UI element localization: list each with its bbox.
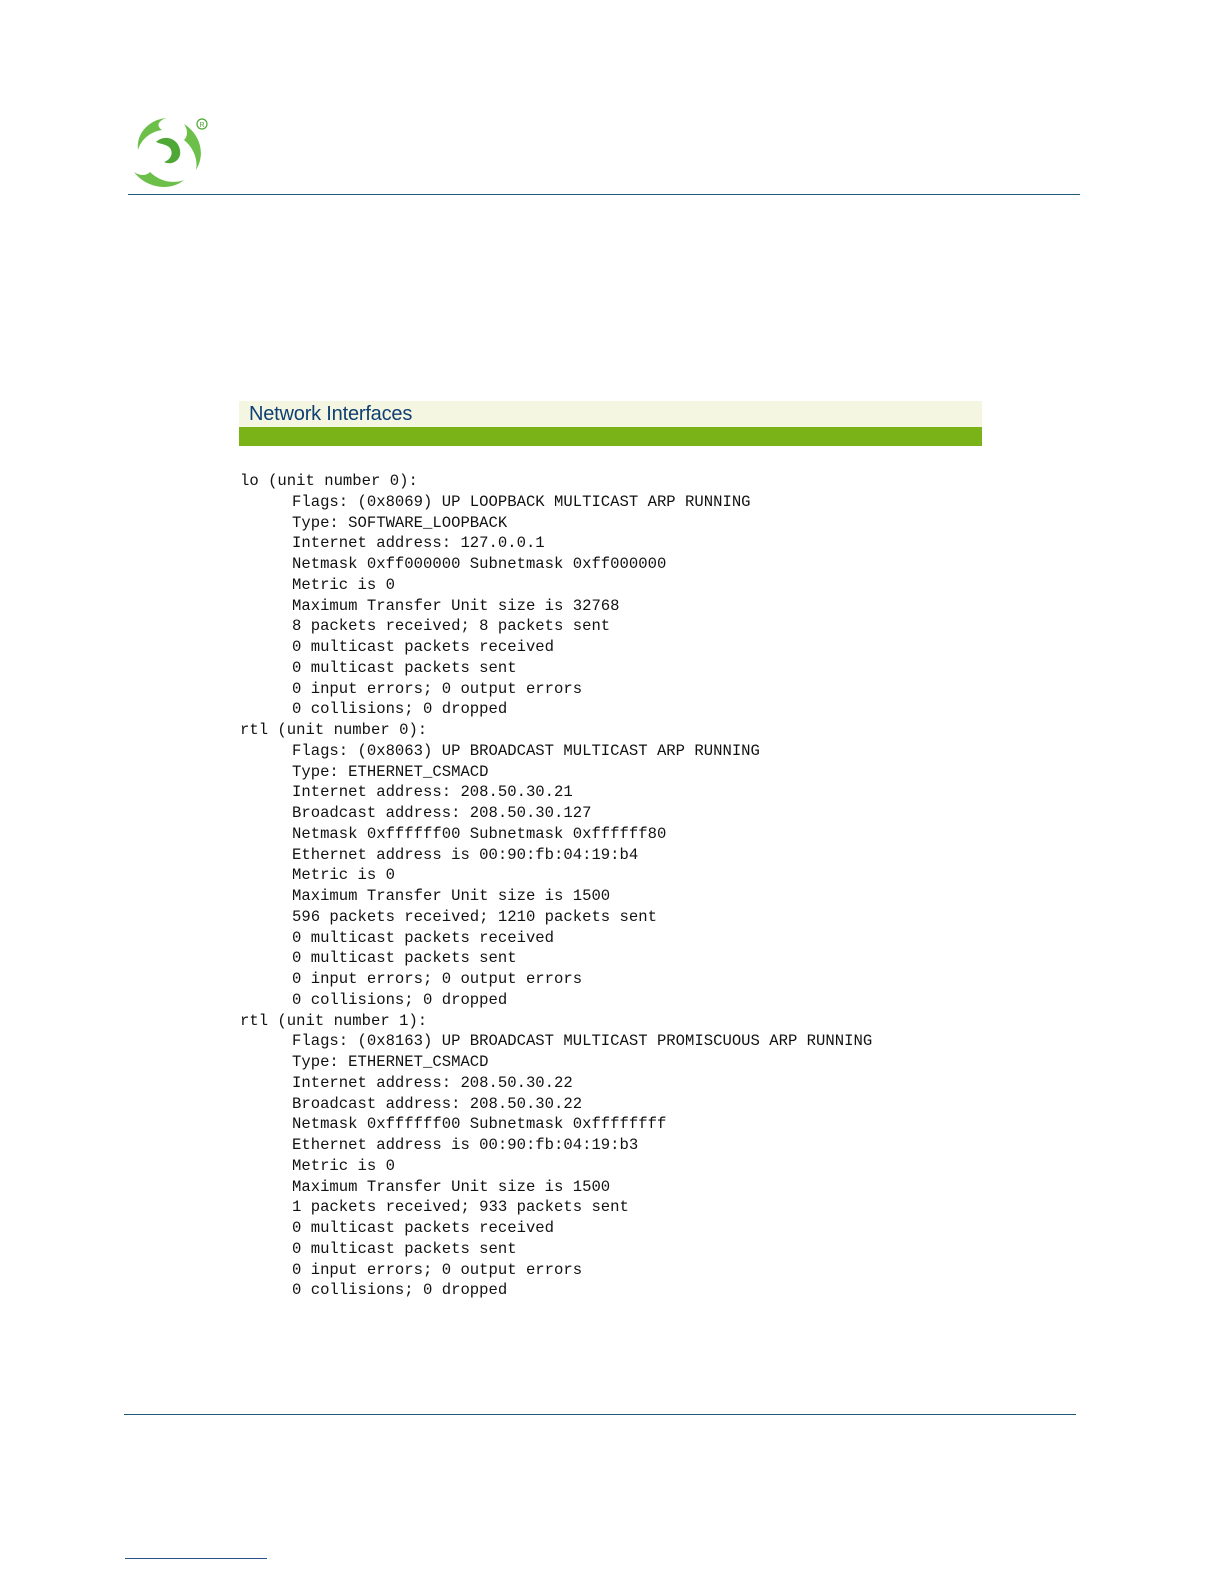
interface-detail-line: Metric is 0 <box>292 1156 395 1175</box>
panel-accent-bar <box>239 427 982 446</box>
interface-header: lo (unit number 0): <box>240 472 418 490</box>
interface-detail-line: Type: ETHERNET_CSMACD <box>292 1053 489 1071</box>
interface-detail-line: Flags: (0x8063) UP BROADCAST MULTICAST ARP RUNNING <box>292 741 760 760</box>
interface-detail-line: Broadcast address: 208.50.30.22 <box>292 1094 583 1113</box>
interface-detail-line: 0 collisions; 0 dropped <box>292 990 508 1009</box>
interface-detail-line: 0 collisions; 0 dropped <box>292 1281 508 1300</box>
interface-detail-line: 0 multicast packets received <box>292 638 555 656</box>
footer-divider <box>124 1414 1076 1415</box>
interface-detail-line: 0 multicast packets sent <box>292 1239 517 1258</box>
interface-detail-line: Type: ETHERNET_CSMACD <box>292 762 489 781</box>
interface-detail-line: 8 packets received; 8 packets sent <box>292 617 611 636</box>
interface-header: rtl (unit number 1): <box>240 1011 428 1030</box>
header-divider <box>128 194 1080 195</box>
interface-detail-line: Maximum Transfer Unit size is 32768 <box>292 596 620 615</box>
interface-detail-line: 0 multicast packets sent <box>292 949 517 968</box>
logo-arm-right <box>184 124 201 170</box>
interface-detail-line: Metric is 0 <box>292 866 395 885</box>
network-interfaces-panel <box>239 401 982 446</box>
interface-detail-line: Netmask 0xffffff00 Subnetmask 0xffffff80 <box>292 824 667 843</box>
company-logo <box>126 112 216 192</box>
interface-detail-line: Internet address: 127.0.0.1 <box>292 534 545 553</box>
interface-detail-line: 0 input errors; 0 output errors <box>292 1260 583 1279</box>
panel-title: Network Interfaces <box>249 403 413 425</box>
footer-link-underline <box>125 1558 267 1559</box>
logo-arm-bottom <box>134 172 184 187</box>
interface-detail-line: Internet address: 208.50.30.22 <box>292 1073 573 1092</box>
panel-title-bar <box>239 401 982 427</box>
registered-mark-letter: R <box>199 122 205 129</box>
interface-detail-line: Maximum Transfer Unit size is 1500 <box>292 887 611 905</box>
interface-detail-line: 0 input errors; 0 output errors <box>292 679 583 698</box>
interface-detail-line: 0 multicast packets sent <box>292 658 517 677</box>
logo-core <box>156 138 180 163</box>
company-swirl-logo-icon <box>126 112 216 192</box>
interface-detail-line: Flags: (0x8069) UP LOOPBACK MULTICAST ARP RUNNING <box>292 492 751 511</box>
interface-detail-line: 0 collisions; 0 dropped <box>292 700 508 719</box>
interface-detail-line: Ethernet address is 00:90:fb:04:19:b3 <box>292 1136 639 1154</box>
interface-detail-line: 0 multicast packets received <box>292 928 555 947</box>
interface-detail-line: 1 packets received; 933 packets sent <box>292 1198 629 1217</box>
interface-detail-line: Broadcast address: 208.50.30.127 <box>292 804 592 822</box>
interface-detail-line: 0 input errors; 0 output errors <box>292 970 583 988</box>
interface-detail-line: Metric is 0 <box>292 575 395 594</box>
interface-detail-line: Internet address: 208.50.30.21 <box>292 783 573 802</box>
interface-detail-line: 0 multicast packets received <box>292 1219 555 1237</box>
logo-arm-top <box>138 118 166 150</box>
interface-detail-line: Netmask 0xff000000 Subnetmask 0xff000000 <box>292 555 667 573</box>
interface-detail-line: Maximum Transfer Unit size is 1500 <box>292 1177 611 1196</box>
interface-detail-line: Netmask 0xffffff00 Subnetmask 0xffffffff <box>292 1115 667 1134</box>
interface-detail-line: Ethernet address is 00:90:fb:04:19:b4 <box>292 845 639 864</box>
interface-detail-line: 596 packets received; 1210 packets sent <box>292 907 657 926</box>
interface-header: rtl (unit number 0): <box>240 721 428 739</box>
interface-detail-line: Flags: (0x8163) UP BROADCAST MULTICAST PROMISCUOUS ARP RUNNING <box>292 1032 873 1051</box>
interface-detail-line: Type: SOFTWARE_LOOPBACK <box>292 513 508 532</box>
interface-console-output <box>240 471 872 1301</box>
